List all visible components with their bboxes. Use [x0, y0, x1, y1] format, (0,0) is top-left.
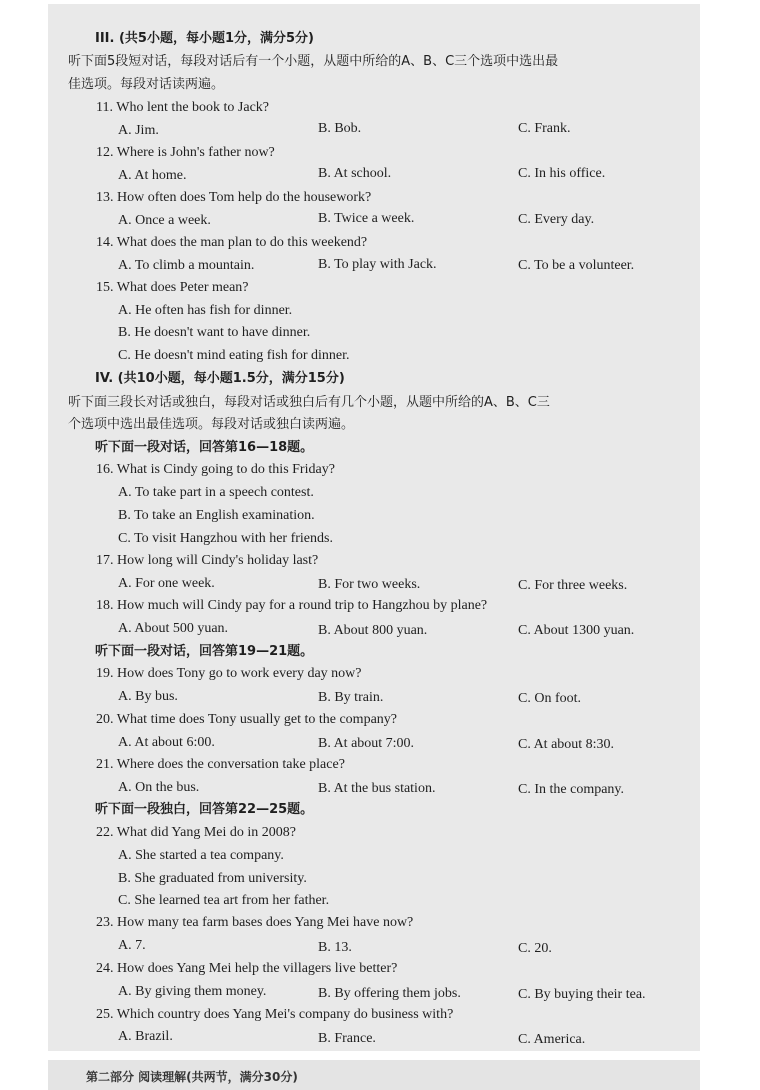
option-11-c: C. Frank. — [518, 121, 571, 136]
option-16-c: C. To visit Hangzhou with her friends. — [118, 531, 333, 546]
option-14-a: A. To climb a mountain. — [118, 258, 255, 273]
option-19-b: B. By train. — [318, 690, 384, 705]
option-17-a: A. For one week. — [118, 576, 215, 591]
option-21-b: B. At the bus station. — [318, 781, 436, 796]
subsection-16-18: 听下面一段对话，回答第16—18题。 — [95, 440, 314, 455]
option-12-c: C. In his office. — [518, 166, 606, 181]
option-20-b: B. At about 7:00. — [318, 736, 415, 751]
section-3-instruction-line1: 听下面5段短对话，每段对话后有一个小题，从题中所给的A、B、C三个选项中选出最 — [68, 54, 559, 69]
option-25-c: C. America. — [518, 1032, 586, 1047]
question-20: 20. What time does Tony usually get to the company? — [96, 712, 397, 727]
question-16: 16. What is Cindy going to do this Friday? — [96, 462, 335, 477]
subsection-22-25: 听下面一段独白，回答第22—25题。 — [95, 802, 314, 817]
question-25: 25. Which country does Yang Mei's company do business with? — [96, 1007, 454, 1022]
option-11-b: B. Bob. — [318, 121, 362, 136]
question-15: 15. What does Peter mean? — [96, 280, 249, 295]
option-18-c: C. About 1300 yuan. — [518, 623, 635, 638]
option-15-c: C. He doesn't mind eating fish for dinner. — [118, 348, 350, 363]
option-16-b: B. To take an English examination. — [118, 508, 315, 523]
question-11: 11. Who lent the book to Jack? — [96, 100, 270, 115]
option-19-a: A. By bus. — [118, 689, 178, 704]
option-22-b: B. She graduated from university. — [118, 871, 307, 886]
option-25-b: B. France. — [318, 1031, 376, 1046]
question-17: 17. How long will Cindy's holiday last? — [96, 553, 319, 568]
section-4-heading: IV. (共10小题，每小题1.5分，满分15分) — [95, 371, 345, 386]
option-13-b: B. Twice a week. — [318, 211, 415, 226]
question-21: 21. Where does the conversation take place? — [96, 757, 345, 772]
option-21-c: C. In the company. — [518, 782, 625, 797]
part-2-heading: 第二部分 阅读理解(共两节，满分30分) — [86, 1070, 298, 1084]
option-11-a: A. Jim. — [118, 123, 159, 138]
option-23-b: B. 13. — [318, 940, 352, 955]
option-17-b: B. For two weeks. — [318, 577, 421, 592]
option-22-c: C. She learned tea art from her father. — [118, 893, 330, 908]
option-18-b: B. About 800 yuan. — [318, 623, 428, 638]
question-12: 12. Where is John's father now? — [96, 145, 275, 160]
option-15-a: A. He often has fish for dinner. — [118, 303, 293, 318]
section-3-instruction-line2: 佳选项。每段对话读两遍。 — [68, 77, 225, 92]
option-19-c: C. On foot. — [518, 691, 581, 706]
section-4-instruction-line1: 听下面三段长对话或独白，每段对话或独白后有几个小题，从题中所给的A、B、C三 — [68, 395, 550, 410]
option-13-a: A. Once a week. — [118, 213, 211, 228]
option-16-a: A. To take part in a speech contest. — [118, 485, 314, 500]
option-24-c: C. By buying their tea. — [518, 987, 646, 1002]
option-13-c: C. Every day. — [518, 212, 595, 227]
question-23: 23. How many tea farm bases does Yang Mei have now? — [96, 915, 414, 930]
option-14-c: C. To be a volunteer. — [518, 258, 635, 273]
question-14: 14. What does the man plan to do this weekend? — [96, 235, 368, 250]
section-4-instruction-line2: 个选项中选出最佳选项。每段对话或独白读两遍。 — [68, 417, 355, 432]
question-22: 22. What did Yang Mei do in 2008? — [96, 825, 297, 840]
subsection-19-21: 听下面一段对话，回答第19—21题。 — [95, 644, 314, 659]
option-18-a: A. About 500 yuan. — [118, 621, 229, 636]
question-24: 24. How does Yang Mei help the villagers live better? — [96, 961, 398, 976]
option-22-a: A. She started a tea company. — [118, 848, 284, 863]
question-19: 19. How does Tony go to work every day now? — [96, 666, 362, 681]
option-12-b: B. At school. — [318, 166, 392, 181]
option-12-a: A. At home. — [118, 168, 187, 183]
question-18: 18. How much will Cindy pay for a round trip to Hangzhou by plane? — [96, 598, 488, 613]
option-15-b: B. He doesn't want to have dinner. — [118, 325, 311, 340]
option-17-c: C. For three weeks. — [518, 578, 628, 593]
option-20-c: C. At about 8:30. — [518, 737, 615, 752]
option-23-a: A. 7. — [118, 938, 146, 953]
option-24-a: A. By giving them money. — [118, 984, 267, 999]
option-21-a: A. On the bus. — [118, 780, 200, 795]
option-14-b: B. To play with Jack. — [318, 257, 437, 272]
option-23-c: C. 20. — [518, 941, 552, 956]
option-20-a: A. At about 6:00. — [118, 735, 215, 750]
option-24-b: B. By offering them jobs. — [318, 986, 461, 1001]
option-25-a: A. Brazil. — [118, 1029, 173, 1044]
section-3-heading: III. (共5小题，每小题1分，满分5分) — [95, 31, 314, 46]
question-13: 13. How often does Tom help do the housework? — [96, 190, 372, 205]
